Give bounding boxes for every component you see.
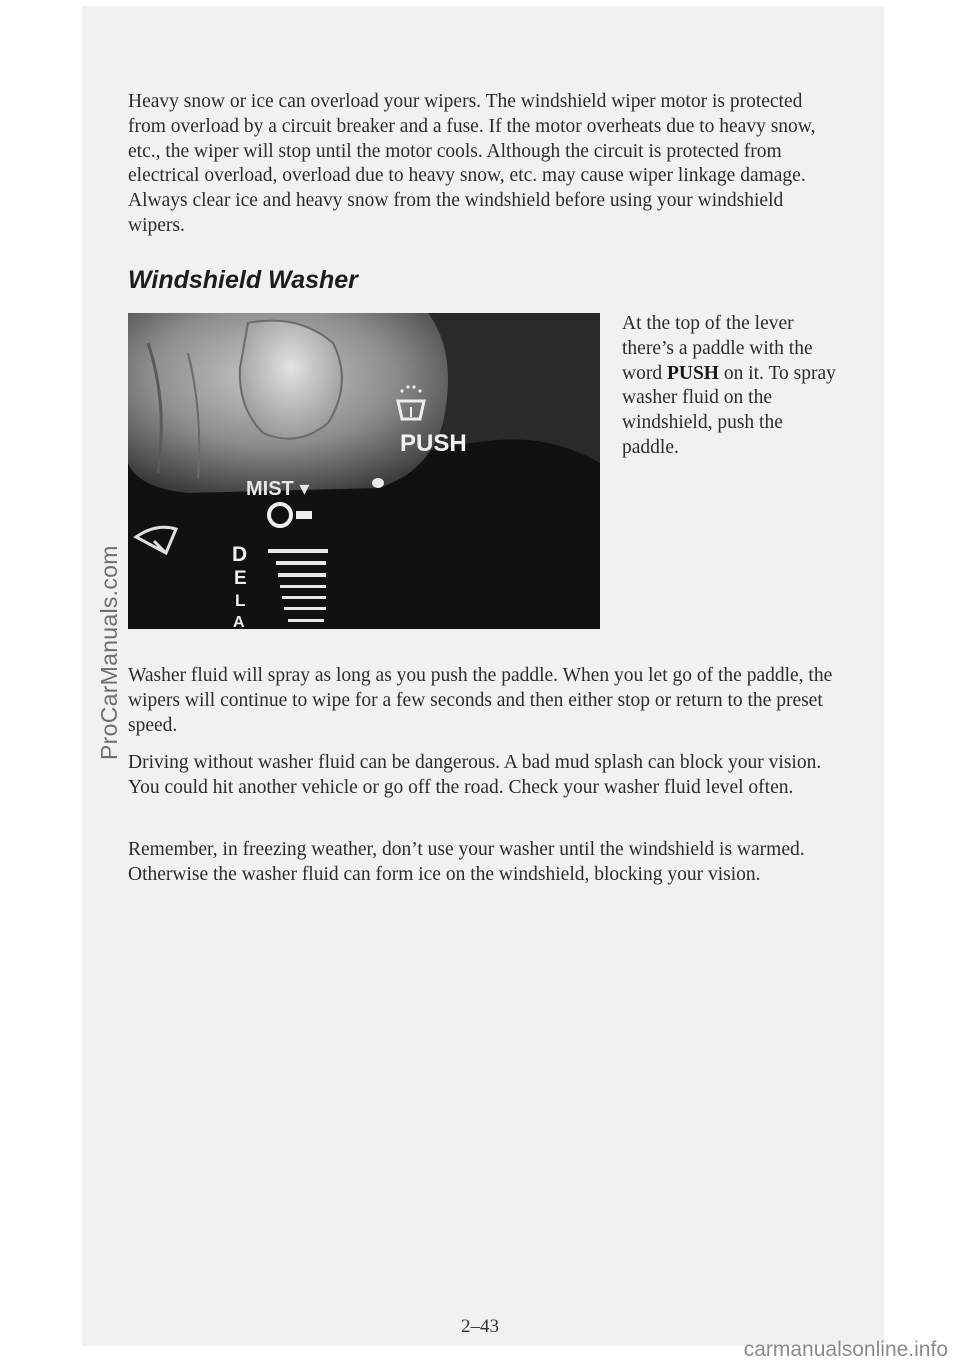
delay-letter-a: A: [233, 614, 245, 629]
delay-letter-d: D: [232, 543, 248, 566]
bottom-watermark: carmanualsonline.info: [743, 1338, 948, 1361]
washer-lever-photo: [128, 313, 600, 629]
push-word: PUSH: [666, 362, 719, 384]
spray-paragraph: Washer fluid will spray as long as you push the paddle. When you let go of the paddle, the wipers will continue to wipe for a few seconds and then either stop or return to the preset speed.: [128, 665, 833, 736]
driving-warning-paragraph: Driving without washer fluid can be dangerous. A bad mud splash can block your vision. You could hit another vehicle or go off the road. Check your washer fluid level often.: [128, 752, 822, 798]
page-number: 2–43: [461, 1316, 499, 1337]
push-label: PUSH: [400, 430, 467, 457]
paddle-text-lead: At the top of the lever there’s a paddle with the word: [622, 313, 813, 384]
delay-letter-l: L: [235, 591, 246, 610]
wiper-overload-paragraph: Heavy snow or ice can overload your wipers. The windshield wiper motor is protected from overload by a circuit breaker and a fuse. If the motor overheats due to heavy snow, etc., the wiper will stop until the motor cools. Although the circuit is protected from electrical overload, overload due to heavy snow, etc. may cause wiper linkage damage. Always clear ice and heavy snow from the windshield before using your windshield wipers.: [128, 91, 816, 236]
paddle-text-rest: on it. To spray washer fluid on the windshield, push the paddle.: [622, 362, 836, 458]
mist-label: MIST ▾: [246, 478, 310, 500]
paddle-description: [622, 312, 842, 461]
section-heading: Windshield Washer: [128, 266, 358, 294]
freezing-weather-paragraph: Remember, in freezing weather, don’t use your washer until the windshield is warmed. Otherwise the washer fluid can form ice on the windshield, blocking your vision.: [128, 839, 805, 885]
side-watermark: ProCarManuals.com: [96, 545, 122, 760]
delay-letter-e: E: [234, 568, 247, 589]
